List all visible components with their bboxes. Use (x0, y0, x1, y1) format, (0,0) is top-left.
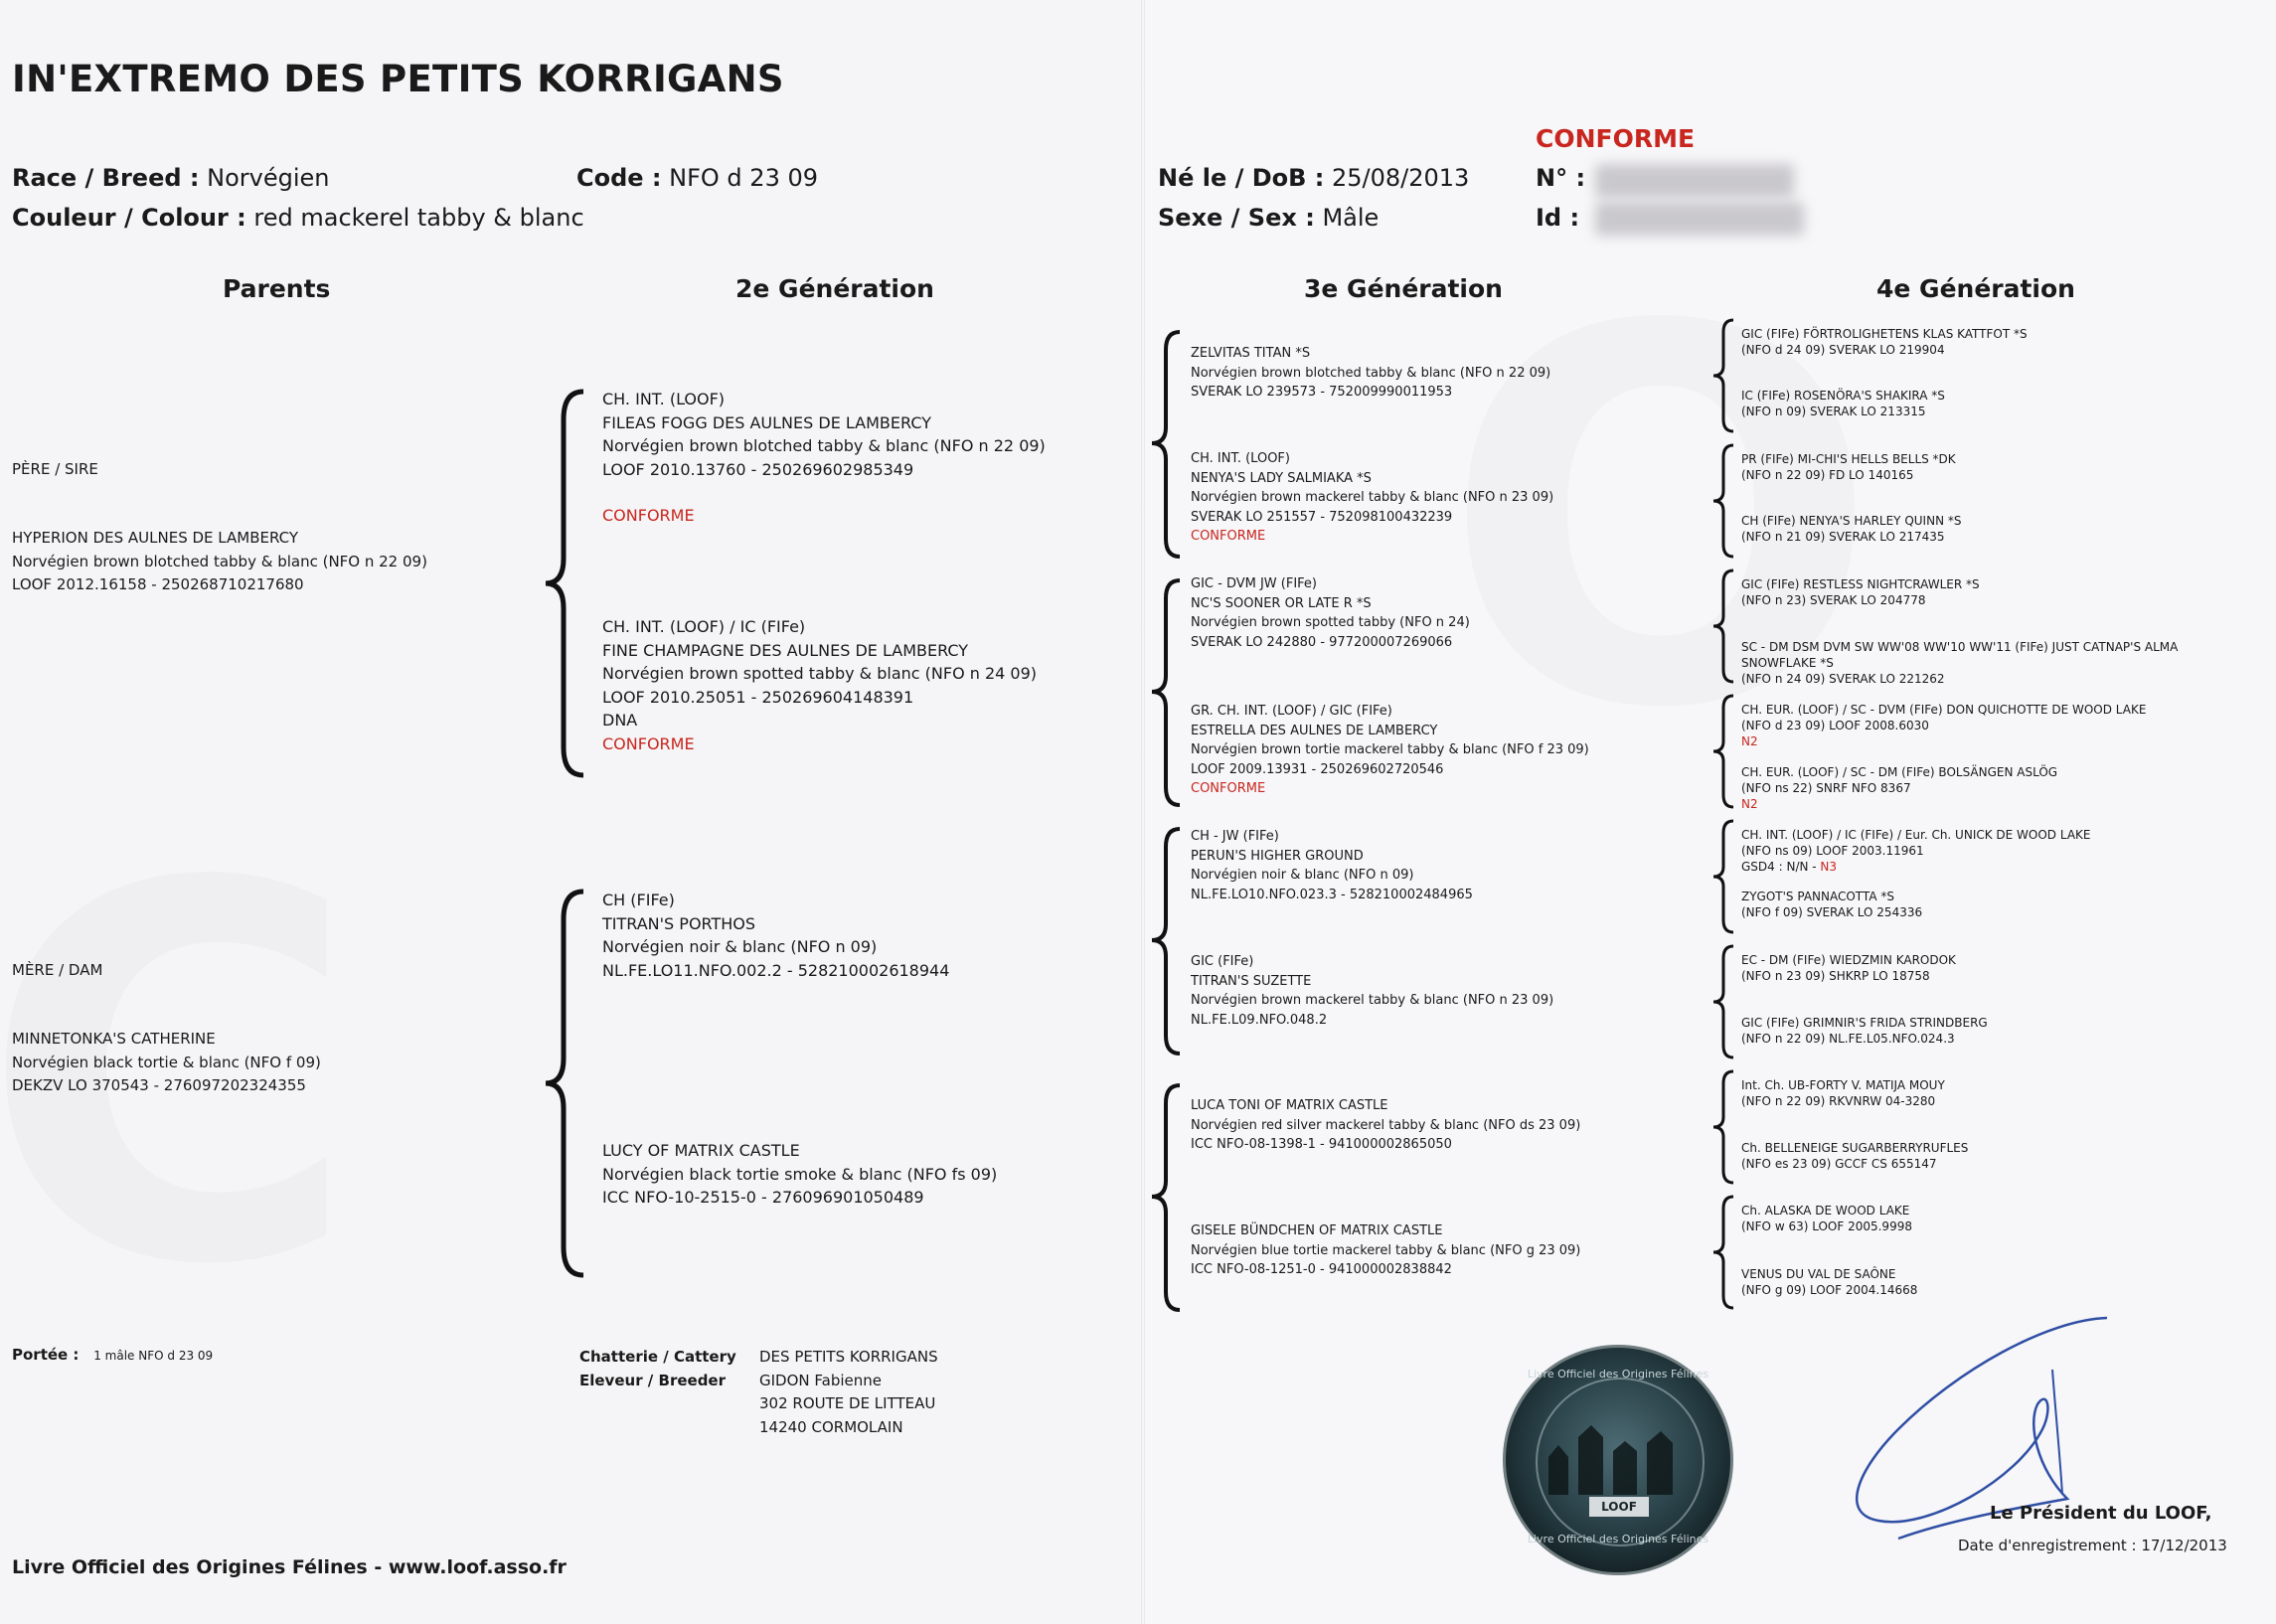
gen4-line: Ch. BELLENEIGE SUGARBERRYRUFLES (1741, 1141, 1969, 1155)
gen3-entry (1191, 574, 1470, 652)
column-header-parents: Parents (223, 274, 331, 303)
column-header-gen3: 3e Génération (1304, 274, 1503, 303)
gen3-line: CH. INT. (LOOF) (1191, 451, 1290, 466)
gen3-line: SVERAK LO 239573 - 752009990011953 (1191, 385, 1453, 400)
bracket-gen4 (1709, 694, 1739, 809)
gen3-entry (1191, 344, 1550, 403)
gen3-entry (1191, 1221, 1580, 1280)
gen4-line: GIC (FIFe) FÖRTROLIGHETENS KLAS KATTFOT *S (1741, 327, 2028, 341)
id-label: Id : (1536, 204, 1580, 232)
sire-registration: LOOF 2012.16158 - 250268710217680 (12, 575, 304, 593)
gen3-line: SVERAK LO 242880 - 977200007269066 (1191, 634, 1453, 650)
breeder-city: 14240 CORMOLAIN (759, 1417, 903, 1436)
gen3-entry (1191, 702, 1589, 799)
gen4-line: CH. EUR. (LOOF) / SC - DVM (FIFe) DON QUICHOTTE DE WOOD LAKE (1741, 703, 2147, 717)
bracket-gen3-2 (1148, 578, 1188, 809)
gen3-line: NL.FE.LO10.NFO.023.3 - 528210002484965 (1191, 887, 1473, 902)
gen4-entry (1741, 576, 1980, 608)
gen2-registration: LOOF 2010.25051 - 250269604148391 (602, 687, 914, 707)
gen2-title: CH. INT. (LOOF) / IC (FIFe) (602, 617, 806, 636)
president-title: Le Président du LOOF, (1990, 1503, 2212, 1524)
dam-label: MÈRE / DAM (12, 961, 103, 979)
code-label: Code : (576, 164, 662, 192)
gen4-line: (NFO es 23 09) GCCF CS 655147 (1741, 1157, 1937, 1171)
gen2-entry (602, 889, 949, 982)
dob-row (1158, 164, 1469, 192)
breed-row (12, 164, 329, 192)
gen4-line: (NFO n 23 09) SHKRP LO 18758 (1741, 969, 1930, 983)
gen4-entry (1741, 827, 2091, 875)
gen4-line: (NFO n 24 09) SVERAK LO 221262 (1741, 672, 1945, 686)
gen3-line: GR. CH. INT. (LOOF) / GIC (FIFe) (1191, 704, 1392, 719)
bracket-gen4 (1709, 443, 1739, 559)
litter-value: 1 mâle NFO d 23 09 (93, 1349, 214, 1363)
code-value: NFO d 23 09 (669, 164, 819, 192)
gen3-line: GIC (FIFe) (1191, 954, 1254, 969)
sire-entry (12, 527, 427, 597)
gen4-entry (1741, 388, 1945, 419)
gen2-registration: NL.FE.LO11.NFO.002.2 - 528210002618944 (602, 960, 950, 980)
dam-registration: DEKZV LO 370543 - 276097202324355 (12, 1076, 306, 1094)
gen2-colour: Norvégien noir & blanc (NFO n 09) (602, 937, 878, 956)
gen4-line: (NFO d 24 09) SVERAK LO 219904 (1741, 343, 1945, 357)
redacted-number (1595, 164, 1794, 198)
gen3-line: TITRAN'S SUZETTE (1191, 973, 1312, 989)
gen4-line: (NFO n 22 09) RKVNRW 04-3280 (1741, 1094, 1936, 1108)
breeder-name: GIDON Fabienne (759, 1371, 882, 1389)
gen4-line: (NFO n 22 09) NL.FE.L05.NFO.024.3 (1741, 1032, 1955, 1046)
gen3-line: GIC - DVM JW (FIFe) (1191, 576, 1318, 591)
gen4-entry (1741, 1140, 1968, 1172)
conformity-status: CONFORME (1536, 124, 1696, 153)
gen2-title: CH. INT. (LOOF) (602, 390, 726, 408)
colour-label: Couleur / Colour : (12, 204, 246, 232)
gen2-colour: Norvégien black tortie smoke & blanc (NFO fs 09) (602, 1164, 998, 1184)
loof-seal (1503, 1345, 1733, 1575)
dam-name: MINNETONKA'S CATHERINE (12, 1030, 216, 1048)
gen2-title: CH (FIFe) (602, 891, 675, 909)
bracket-gen3-4 (1148, 1083, 1188, 1314)
gen4-line: VENUS DU VAL DE SAÔNE (1741, 1267, 1896, 1281)
gen3-line: NL.FE.L09.NFO.048.2 (1191, 1012, 1328, 1028)
gen3-line: SVERAK LO 251557 - 752098100432239 (1191, 509, 1453, 525)
gen3-line: Norvégien brown blotched tabby & blanc (NFO n 22 09) (1191, 365, 1551, 381)
gen3-line: Norvégien red silver mackerel tabby & blanc (NFO ds 23 09) (1191, 1117, 1581, 1133)
gen2-status: CONFORME (602, 506, 695, 525)
cattery-details (759, 1346, 938, 1439)
breed-label: Race / Breed : (12, 164, 200, 192)
gen4-line: (NFO n 23) SVERAK LO 204778 (1741, 593, 1926, 607)
gen2-colour: Norvégien brown spotted tabby & blanc (NFO n 24 09) (602, 664, 1038, 683)
gen4-line: GIC (FIFe) RESTLESS NIGHTCRAWLER *S (1741, 577, 1980, 591)
registration-date: Date d'enregistrement : 17/12/2013 (1958, 1537, 2227, 1554)
seal-top-text: Livre Officiel des Origines Félines (1527, 1368, 1709, 1380)
gen4-line: (NFO n 22 09) FD LO 140165 (1741, 468, 1914, 482)
gen3-line: Norvégien blue tortie mackerel tabby & blanc (NFO g 23 09) (1191, 1242, 1581, 1258)
colour-row (12, 204, 584, 232)
gen3-line: Norvégien brown mackerel tabby & blanc (NFO n 23 09) (1191, 993, 1554, 1008)
sire-colour: Norvégien brown blotched tabby & blanc (NFO n 22 09) (12, 552, 427, 570)
gen4-line: SC - DM DSM DVM SW WW'08 WW'10 WW'11 (FIFe) JUST CATNAP'S ALMA (1741, 640, 2179, 654)
gen4-line: ZYGOT'S PANNACOTTA *S (1741, 890, 1894, 903)
cattery-name: DES PETITS KORRIGANS (759, 1348, 938, 1366)
gen4-line: (NFO n 09) SVERAK LO 213315 (1741, 405, 1926, 418)
bracket-gen3-1 (1148, 330, 1188, 561)
gen4-gsd (1741, 859, 2091, 875)
seal-logo: LOOF (1589, 1497, 1649, 1517)
gen2-colour: Norvégien brown blotched tabby & blanc (NFO n 22 09) (602, 436, 1046, 455)
gen3-line: ICC NFO-08-1251-0 - 941000002838842 (1191, 1262, 1452, 1277)
gen4-entry (1741, 451, 1956, 483)
gen3-line: Norvégien brown spotted tabby (NFO n 24) (1191, 615, 1470, 630)
dam-entry (12, 1028, 321, 1098)
gen2-registration: ICC NFO-10-2515-0 - 276096901050489 (602, 1188, 924, 1207)
sex-value: Mâle (1322, 204, 1380, 232)
gen4-entry (1741, 952, 1956, 984)
gen4-entry (1741, 702, 2146, 749)
gen4-status: N2 (1741, 734, 1758, 748)
bracket-gen4 (1709, 1195, 1739, 1310)
code-row (576, 164, 818, 192)
gen4-status: N2 (1741, 797, 1758, 811)
gen3-line: ICC NFO-08-1398-1 - 941000002865050 (1191, 1137, 1452, 1152)
gen4-line: (NFO w 63) LOOF 2005.9998 (1741, 1219, 1912, 1233)
bracket-gen2-sire (542, 390, 591, 777)
bracket-gen4 (1709, 318, 1739, 433)
cattery-labels (579, 1346, 736, 1392)
gen3-entry (1191, 449, 1553, 547)
sex-row (1158, 204, 1379, 232)
breed-value: Norvégien (207, 164, 330, 192)
gen4-gsd-label: GSD4 : N/N - (1741, 860, 1821, 874)
sire-name: HYPERION DES AULNES DE LAMBERCY (12, 529, 299, 547)
gen4-entry (1741, 639, 2178, 687)
gen2-name: FINE CHAMPAGNE DES AULNES DE LAMBERCY (602, 640, 969, 660)
gen3-status: CONFORME (1191, 529, 1266, 544)
gen4-line: (NFO f 09) SVERAK LO 254336 (1741, 905, 1923, 919)
gen4-line: (NFO g 09) LOOF 2004.14668 (1741, 1283, 1918, 1297)
gen4-line: IC (FIFe) ROSENÖRA'S SHAKIRA *S (1741, 389, 1945, 403)
gen3-line: Norvégien brown tortie mackerel tabby & blanc (NFO f 23 09) (1191, 742, 1589, 757)
litter-label: Portée : (12, 1346, 80, 1364)
gen3-line: LUCA TONI OF MATRIX CASTLE (1191, 1098, 1388, 1113)
gen2-registration: LOOF 2010.13760 - 250269602985349 (602, 459, 914, 479)
gen3-line: NC'S SOONER OR LATE R *S (1191, 595, 1372, 611)
gen3-line: PERUN'S HIGHER GROUND (1191, 848, 1364, 864)
gen2-name: TITRAN'S PORTHOS (602, 913, 756, 933)
gen4-line: PR (FIFe) MI-CHI'S HELLS BELLS *DK (1741, 452, 1956, 466)
breeder-label: Eleveur / Breeder (579, 1371, 726, 1389)
column-header-gen2: 2e Génération (735, 274, 934, 303)
gen3-line: CH - JW (FIFe) (1191, 829, 1279, 844)
cattery-label: Chatterie / Cattery (579, 1348, 736, 1366)
dob-value: 25/08/2013 (1332, 164, 1470, 192)
gen4-line: (NFO ns 09) LOOF 2003.11961 (1741, 844, 1924, 858)
gen4-entry (1741, 1015, 1988, 1047)
gen2-entry (602, 1139, 997, 1210)
gen4-entry (1741, 889, 1922, 920)
breeder-address: 302 ROUTE DE LITTEAU (759, 1394, 936, 1412)
gen4-line: CH. INT. (LOOF) / IC (FIFe) / Eur. Ch. UNICK DE WOOD LAKE (1741, 828, 2091, 842)
gen4-line: (NFO d 23 09) LOOF 2008.6030 (1741, 719, 1929, 732)
gen2-dna: DNA (602, 711, 638, 730)
gen3-entry (1191, 952, 1553, 1030)
bracket-gen4 (1709, 1069, 1739, 1185)
gen3-line: ESTRELLA DES AULNES DE LAMBERCY (1191, 723, 1438, 738)
bracket-gen4 (1709, 819, 1739, 934)
gen3-line: Norvégien noir & blanc (NFO n 09) (1191, 868, 1414, 883)
page-fold (1141, 0, 1145, 1624)
seal-bottom-text: Livre Officiel des Origines Félines (1527, 1533, 1709, 1545)
gen2-entry (602, 388, 1046, 528)
gen4-entry (1741, 326, 2028, 358)
gen2-entry (602, 615, 1037, 755)
gen3-line: NENYA'S LADY SALMIAKA *S (1191, 470, 1372, 486)
bracket-gen2-dam (542, 890, 591, 1277)
dam-colour: Norvégien black tortie & blanc (NFO f 09) (12, 1053, 321, 1071)
gen4-line: EC - DM (FIFe) WIEDZMIN KARODOK (1741, 953, 1956, 967)
sex-label: Sexe / Sex : (1158, 204, 1315, 232)
gen4-entry (1741, 1203, 1912, 1234)
gen4-line: GIC (FIFe) GRIMNIR'S FRIDA STRINDBERG (1741, 1016, 1988, 1030)
bracket-gen4 (1709, 568, 1739, 684)
seal-cats-icon (1544, 1407, 1693, 1497)
gen4-line: (NFO ns 22) SNRF NFO 8367 (1741, 781, 1911, 795)
gen3-line: ZELVITAS TITAN *S (1191, 346, 1311, 361)
gen4-line: SNOWFLAKE *S (1741, 656, 1834, 670)
gen4-entry (1741, 513, 1961, 545)
redacted-id (1595, 202, 1804, 236)
gen4-entry (1741, 1077, 1945, 1109)
gen3-status: CONFORME (1191, 781, 1266, 796)
gen4-status: N3 (1820, 860, 1838, 874)
gen2-name: FILEAS FOGG DES AULNES DE LAMBERCY (602, 412, 931, 432)
bracket-gen4 (1709, 944, 1739, 1059)
gen2-name: LUCY OF MATRIX CASTLE (602, 1141, 800, 1160)
gen4-line: Int. Ch. UB-FORTY V. MATIJA MOUY (1741, 1078, 1945, 1092)
gen3-line: Norvégien brown mackerel tabby & blanc (NFO n 23 09) (1191, 490, 1554, 505)
gen4-entry (1741, 764, 2057, 812)
column-header-gen4: 4e Génération (1876, 274, 2075, 303)
cat-name: IN'EXTREMO DES PETITS KORRIGANS (12, 58, 784, 100)
gen4-line: (NFO n 21 09) SVERAK LO 217435 (1741, 530, 1945, 544)
sire-label: PÈRE / SIRE (12, 460, 98, 478)
gen2-status: CONFORME (602, 733, 695, 753)
gen4-line: CH (FIFe) NENYA'S HARLEY QUINN *S (1741, 514, 1962, 528)
gen4-line: Ch. ALASKA DE WOOD LAKE (1741, 1204, 1910, 1218)
dob-label: Né le / DoB : (1158, 164, 1325, 192)
gen3-entry (1191, 827, 1473, 904)
gen4-line: CH. EUR. (LOOF) / SC - DM (FIFe) BOLSÄNGEN ASLÖG (1741, 765, 2058, 779)
bracket-gen3-3 (1148, 827, 1188, 1057)
gen3-line: LOOF 2009.13931 - 250269602720546 (1191, 761, 1444, 777)
gen4-entry (1741, 1266, 1917, 1298)
publisher-footer: Livre Officiel des Origines Félines - www.loof.asso.fr (12, 1556, 567, 1578)
colour-value: red mackerel tabby & blanc (253, 204, 584, 232)
gen3-entry (1191, 1096, 1580, 1155)
gen3-line: GISELE BÜNDCHEN OF MATRIX CASTLE (1191, 1223, 1443, 1238)
number-label: N° : (1536, 164, 1586, 192)
litter-row (12, 1346, 213, 1364)
